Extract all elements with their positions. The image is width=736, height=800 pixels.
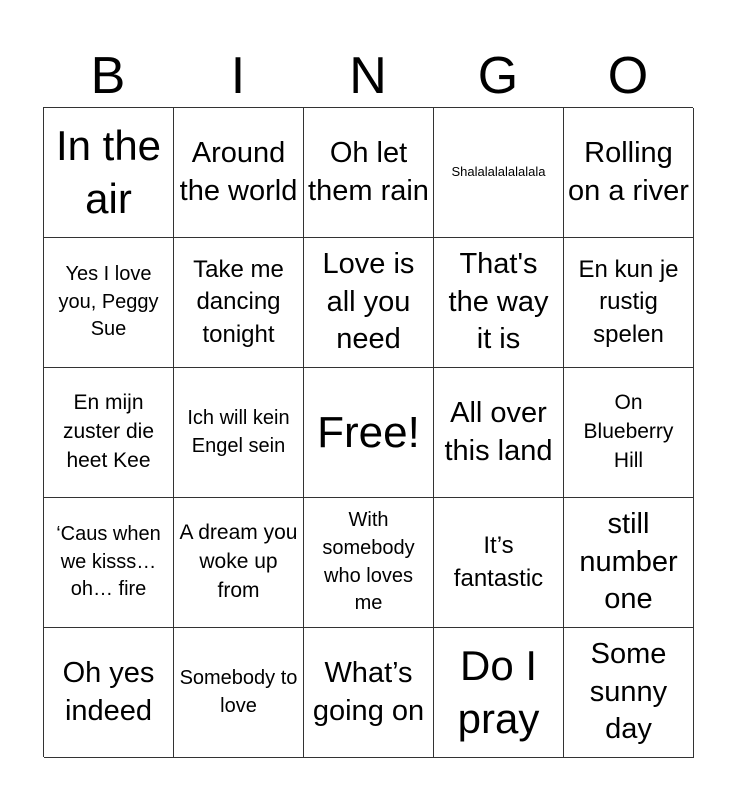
bingo-cell-text: Somebody to love [179,666,298,717]
bingo-cell-text: Take me dancing tonight [193,255,284,348]
bingo-cell-text: En kun je rustig spelen [578,255,679,348]
bingo-cell-r3-c3[interactable] [304,368,434,498]
header-letter-i: I [230,47,246,105]
bingo-cell-r3-c1[interactable] [44,368,174,498]
bingo-cell-r3-c5[interactable] [564,368,694,498]
bingo-cell-text: ‘Caus when we kisss… oh… fire [56,523,161,601]
bingo-cell-text: Ich will kein Engel sein [187,406,290,457]
bingo-cell-r1-c2[interactable] [174,108,304,238]
bingo-cell-r2-c2[interactable] [174,238,304,368]
bingo-cell-r4-c5[interactable] [564,498,694,628]
bingo-cell-r3-c4[interactable] [434,368,564,498]
bingo-cell-r5-c5[interactable] [564,628,694,758]
bingo-cell-r5-c1[interactable] [44,628,174,758]
bingo-cell-text: Yes I love you, Peggy Sue [58,263,159,341]
bingo-cell-r5-c4[interactable] [434,628,564,758]
bingo-cell-r2-c5[interactable] [564,238,694,368]
bingo-cell-r1-c5[interactable] [564,108,694,238]
bingo-cell-text: Do I pray [457,642,540,742]
bingo-cell-r2-c3[interactable] [304,238,434,368]
bingo-cell-r4-c2[interactable] [174,498,304,628]
bingo-cell-text: Free! [317,407,420,457]
bingo-cell-r5-c3[interactable] [304,628,434,758]
bingo-cell-text: It’s fantastic [453,532,544,592]
bingo-cell-text: Oh yes indeed [62,656,155,727]
bingo-cell-r4-c4[interactable] [434,498,564,628]
header-letter-n: N [349,47,387,105]
bingo-cell-r1-c3[interactable] [304,108,434,238]
bingo-cell-r5-c2[interactable] [174,628,304,758]
bingo-cell-text: still number one [579,507,678,616]
header-letter-b: B [90,47,126,105]
bingo-cell-r4-c1[interactable] [44,498,174,628]
bingo-cell-r1-c4[interactable] [434,108,564,238]
bingo-cell-text: Some sunny day [589,637,668,746]
bingo-cell-text: With somebody who loves me [322,509,415,615]
bingo-cell-text: On Blueberry Hill [583,391,674,472]
bingo-cell-text: Oh let them rain [308,136,429,207]
bingo-cell-r2-c1[interactable] [44,238,174,368]
bingo-cell-text: What’s going on [312,656,425,727]
bingo-card-grid [43,107,693,757]
bingo-cell-text: That's the way it is [448,247,549,356]
bingo-cell-r4-c3[interactable] [304,498,434,628]
bingo-cell-text: Rolling on a river [568,136,689,207]
bingo-cell-r3-c2[interactable] [174,368,304,498]
bingo-cell-text: Love is all you need [322,247,415,356]
bingo-cell-text: All over this land [444,396,553,467]
bingo-cell-text: In the air [55,122,162,222]
bingo-cell-text: En mijn zuster die heet Kee [62,391,155,472]
bingo-header [43,46,693,106]
bingo-cell-text: Around the world [179,136,298,207]
bingo-cell-text: Shalalalalalalala [451,164,546,180]
bingo-cell-text: A dream you woke up from [179,521,298,602]
header-letter-g: G [477,47,519,105]
bingo-cell-r1-c1[interactable] [44,108,174,238]
header-letter-o: O [607,47,649,105]
bingo-cell-r2-c4[interactable] [434,238,564,368]
